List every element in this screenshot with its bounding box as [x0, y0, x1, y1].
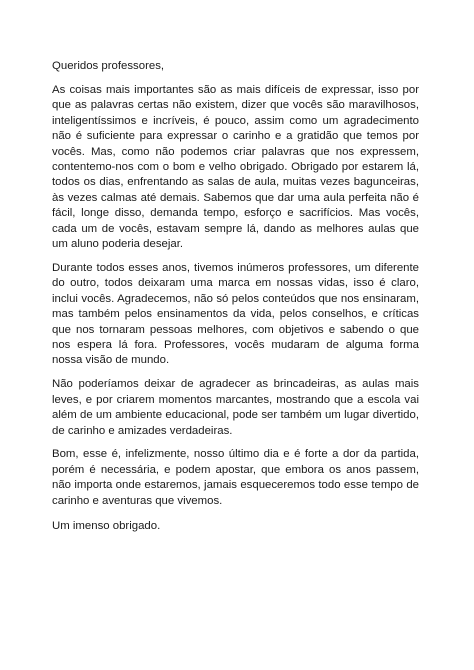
letter-paragraph: Não poderíamos deixar de agradecer as brincadeiras, as aulas mais leves, e por criarem momentos marcantes, mostrando que a escola vai além de um ambiente educacional, pode ser também um lugar divertido, de carinho e amizades verdadeiras. — [52, 378, 419, 437]
letter-greeting: Queridos professores, — [52, 60, 165, 72]
letter-paragraph: Durante todos esses anos, tivemos inúmeros professores, um diferente do outro, todos deixaram uma marca em nossas vidas, isso é claro, inclui vocês. Agradecemos, não só pelos conteúdos que nos ensinaram, mas também pelos ensinamentos da vida, pelos conselhos, e críticas que nos tornaram pessoas melhores, com objetivos e sabendo o que nos espera lá fora. Professores, vocês mudaram de alguma forma nossa visão de mundo. — [52, 261, 419, 367]
letter-page — [52, 58, 419, 534]
letter-paragraph: As coisas mais importantes são as mais difíceis de expressar, isso por que as palavras certas não existem, dizer que vocês são maravilhosos, inteligentíssimos e incríveis, é pouco, assim como um agradecimento não é suficiente para expressar o carinho e a gratidão que temos por vocês. Mas, como não podemos criar palavras que nos expressem, contentemo-nos com o bom e velho obrigado. Obrigado por estarem lá, todos os dias, enfrentando as salas de aula, muitas vezes bagunceiras, às vezes calmas até demais. Sabemos que dar uma aula perfeita não é fácil, longe disso, demanda tempo, esforço e sacrifícios. Mas vocês, cada um de vocês, estavam sempre lá, dando as melhores aulas que um aluno poderia desejar. — [52, 84, 419, 251]
letter-paragraph: Bom, esse é, infelizmente, nosso último dia e é forte a dor da partida, porém é necessária, e podem apostar, que embora os anos passem, não importa onde estaremos, jamais esqueceremos todo esse tempo de carinho e aventuras que vivemos. — [52, 448, 419, 507]
letter-closing: Um imenso obrigado. — [52, 519, 161, 532]
